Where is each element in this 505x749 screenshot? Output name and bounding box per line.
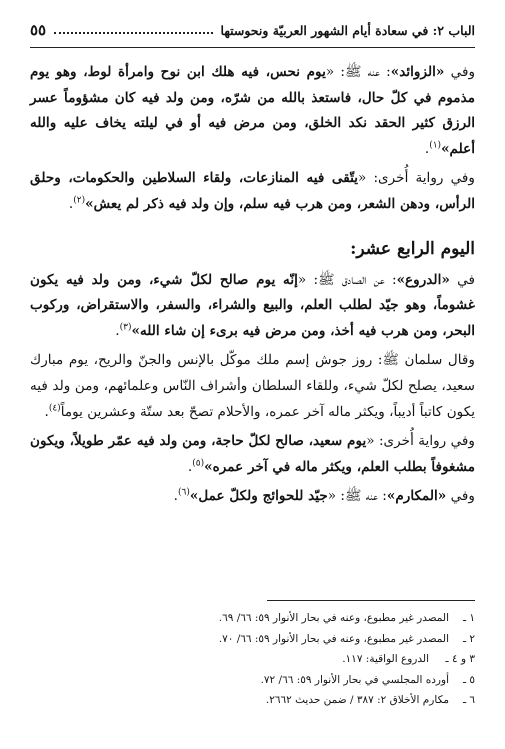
- footnote-item: ٦ ـ مكارم الأخلاق ٢: ٣٨٧ / ضمن حديث ٢٦٦٢.: [265, 694, 475, 706]
- footnote-ref-4: (٤): [48, 403, 61, 413]
- chapter-title: الباب ٢: في سعادة أيام الشهور العربيّة ونحوستها: [220, 22, 475, 38]
- paragraph-salman: وقال سلمان ﷺ: روز جوش إسم ملك موكّل بالإنس والجنّ والريح، يوم مبارك سعيد، يصلح لكلّ شيء، وللقاء السلطان وأشراف النّاس وعلمائهم، ومن ولد فيه يكون كاتباً أديباً، ويكثر ماله آخر عمره، والأحلام تصحّ بعد ستّة وعشرين يوماً$^{(٤)}$.: [30, 352, 475, 420]
- running-header: [30, 18, 475, 42]
- paragraph-duru: في «الدروع»: عن الصادق ﷺ: «إنّه يوم صالح لكلّ شيء، ومن ولد فيه يكون غشوماً، وهو جيّد لطلب العلم، والبيع والشراء، والسفر، والاستقراض، وركوب البحر، ومن هرب فيه أخذ، ومن مرض فيه برىء إن شاء الله»$^{(٣)}$.: [30, 271, 475, 339]
- section-heading: اليوم الرابع عشر:: [350, 238, 475, 259]
- source-zawaid: «الزوائد»: [390, 64, 445, 80]
- footnote-item: ٥ ـ أورده المجلسي في بحار الأنوار ٥٩: ٦٦/ ٧٢.: [260, 673, 475, 686]
- source-duru: «الدروع»: [396, 271, 450, 288]
- source-makarim: «المكارم»: [386, 488, 447, 505]
- footnote-item: ٢ ـ المصدر غير مطبوع، وعنه في بحار الأنوار ٥٩: ٦٦/ ٧٠.: [218, 632, 475, 645]
- footnote-separator: [267, 600, 475, 601]
- page-body: [30, 60, 475, 510]
- page-number: ٥٥: [30, 21, 47, 39]
- footnote-ref-2: (٢): [73, 195, 86, 206]
- footnote-ref-5: (٥): [192, 458, 205, 469]
- paragraph-zawaid: وفي «الزوائد»: عنه ﷺ: «يوم نحس، فيه هلك ابن نوح وامرأة لوط، وهو يوم مذموم في كلّ حال، فاستعذ بالله من شرّه، ومن ولد فيه كان مشؤوماً عسر الرزق كثير الحقد نكد الخلق، ومن مرض فيه أو في ليلته يخاف عليه والله أعلم»$^{(١)}$.: [30, 64, 476, 157]
- footnote-ref-6: (٦): [177, 487, 190, 498]
- paragraph-alt-narration-2: وفي رواية أُخرى: «يوم سعيد، صالح لكلّ حاجة، ومن ولد فيه عمّر طويلاً، ويكون مشغوفاً بطلب العلم، ويكثر ماله في آخر عمره»$^{(٥)}$.: [30, 433, 475, 475]
- footnote-item: ٣ و ٤ ـ الدروع الواقية: ١١٧.: [342, 653, 475, 665]
- footnote-item: ١ ـ المصدر غير مطبوع، وعنه في بحار الأنوار ٥٩: ٦٦/ ٦٩.: [218, 612, 475, 624]
- footnotes: [30, 608, 475, 711]
- paragraph-alt-narration-1: وفي رواية أُخرى: «يتّقى فيه المنازعات، ولقاء السلاطين والحكومات، وحلق الرأس، ودهن الشعر، ومن هرب فيه سلم، وإن ولد فيه ذكر لم يعش»$^{(٢)}$.: [30, 170, 475, 212]
- header-rule: [30, 47, 475, 48]
- header-dot-leader: [54, 32, 212, 34]
- footnote-ref-3: (٣): [119, 322, 132, 333]
- paragraph-makarim: وفي «المكارم»: عنه ﷺ: «جيّد للحوائج ولكلّ عمل»$^{(٦)}$.: [173, 487, 475, 505]
- footnote-ref-1: (١): [429, 140, 442, 151]
